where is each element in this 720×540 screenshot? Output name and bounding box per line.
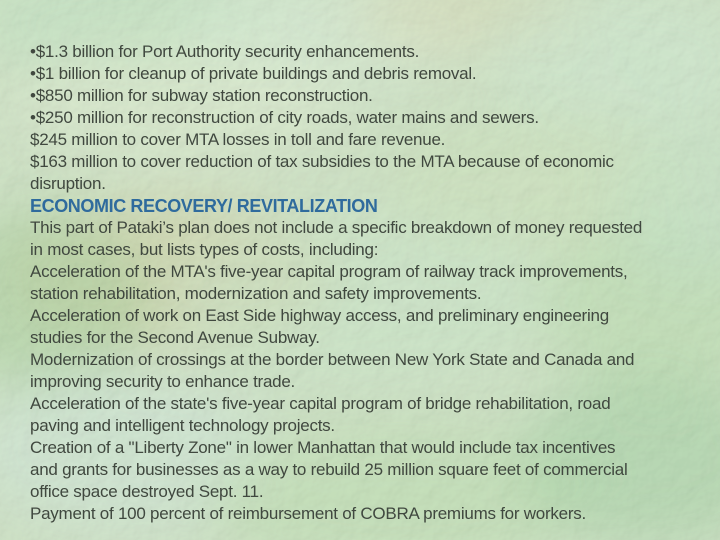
text-line: This part of Pataki’s plan does not include a specific breakdown of money requested: [30, 218, 643, 237]
text-line: $245 million to cover MTA losses in toll and fare revenue.: [30, 130, 446, 149]
text-line: and grants for businesses as a way to rebuild 25 million square feet of commercial: [30, 460, 628, 479]
text-line: Payment of 100 percent of reimbursement of COBRA premiums for workers.: [30, 504, 587, 523]
text-line: disruption.: [30, 174, 106, 193]
text-line: •$1.3 billion for Port Authority security enhancements.: [30, 42, 420, 61]
text-line: Acceleration of work on East Side highway access, and preliminary engineering: [30, 306, 609, 325]
text-line: paving and intelligent technology projects.: [30, 416, 335, 435]
text-line: office space destroyed Sept. 11.: [30, 482, 264, 501]
text-line: Modernization of crossings at the border between New York State and Canada and: [30, 350, 635, 369]
text-line: $163 million to cover reduction of tax subsidies to the MTA because of economic: [30, 152, 614, 171]
text-line: Acceleration of the state's five-year capital program of bridge rehabilitation, road: [30, 394, 611, 413]
text-line: station rehabilitation, modernization and safety improvements.: [30, 284, 482, 303]
text-line: •$250 million for reconstruction of city roads, water mains and sewers.: [30, 108, 539, 127]
text-line: •$850 million for subway station reconstruction.: [30, 86, 373, 105]
text-line: •$1 billion for cleanup of private buildings and debris removal.: [30, 64, 477, 83]
text-line: Acceleration of the MTA's five-year capital program of railway track improvements,: [30, 262, 628, 281]
text-line: improving security to enhance trade.: [30, 372, 296, 391]
section-heading: ECONOMIC RECOVERY/ REVITALIZATION: [30, 196, 378, 216]
text-line: studies for the Second Avenue Subway.: [30, 328, 320, 347]
slide-text-block: [30, 41, 706, 525]
text-line: Creation of a "Liberty Zone" in lower Manhattan that would include tax incentives: [30, 438, 616, 457]
text-line: in most cases, but lists types of costs, including:: [30, 240, 379, 259]
